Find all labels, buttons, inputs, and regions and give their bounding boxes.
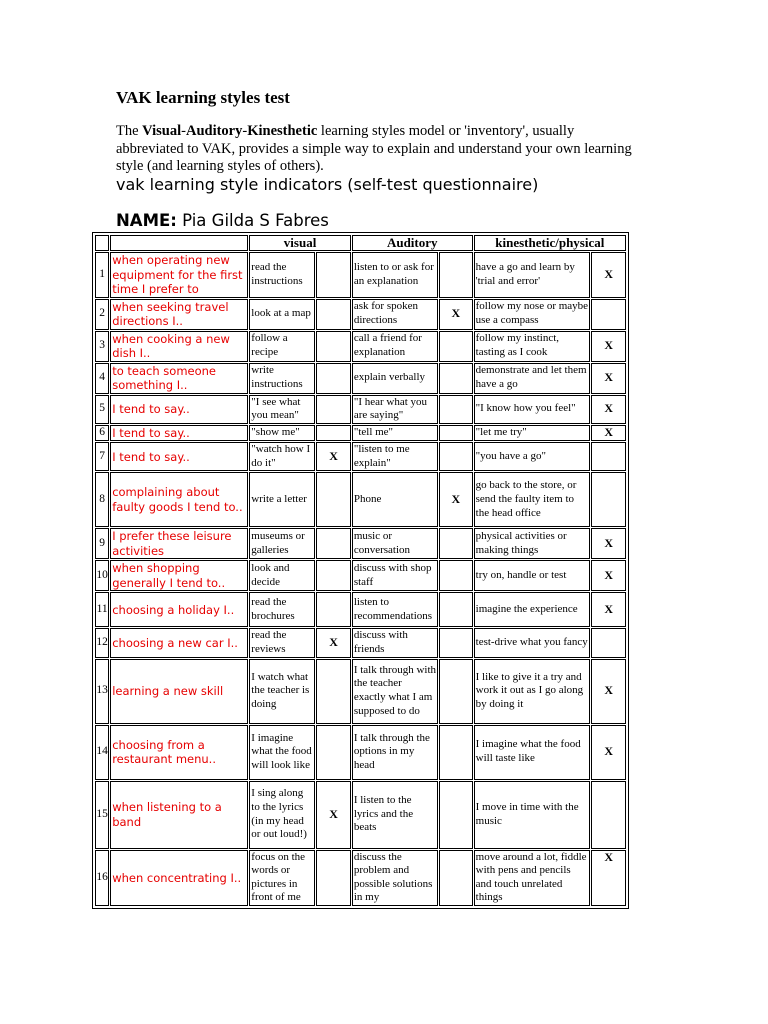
kinesthetic-mark: X [591, 425, 626, 442]
table-row [95, 528, 626, 559]
kinesthetic-option: imagine the experience [474, 592, 591, 627]
auditory-option: I talk through the options in my head [352, 725, 438, 780]
visual-mark: X [316, 442, 351, 471]
intro-bold-auditory: Auditory [185, 123, 243, 139]
document-title: VAK learning styles test [116, 88, 290, 107]
question-cell: I tend to say.. [110, 425, 248, 442]
table-header-row [95, 235, 626, 251]
question-cell: when cooking a new dish I.. [110, 331, 248, 362]
table-row [95, 592, 626, 627]
kinesthetic-mark [591, 781, 626, 849]
visual-mark [316, 725, 351, 780]
header-visual: visual [249, 235, 351, 251]
header-kinesthetic: kinesthetic/physical [474, 235, 626, 251]
kinesthetic-mark: X [591, 659, 626, 724]
row-number: 9 [95, 528, 109, 559]
visual-option: look at a map [249, 299, 315, 330]
auditory-option: Phone [352, 472, 438, 527]
row-number: 8 [95, 472, 109, 527]
visual-option: I sing along to the lyrics (in my head or out loud!) [249, 781, 315, 849]
table-row [95, 725, 626, 780]
auditory-mark [439, 425, 473, 442]
visual-option: I watch what the teacher is doing [249, 659, 315, 724]
auditory-mark [439, 628, 473, 657]
auditory-mark [439, 252, 473, 298]
kinesthetic-option: demonstrate and let them have a go [474, 363, 591, 394]
kinesthetic-mark: X [591, 725, 626, 780]
questionnaire-subtitle: vak learning style indicators (self-test questionnaire) [116, 175, 539, 194]
auditory-option: I talk through with the teacher exactly what I am supposed to do [352, 659, 438, 724]
kinesthetic-option: try on, handle or test [474, 560, 591, 591]
header-auditory: Auditory [352, 235, 473, 251]
row-number: 11 [95, 592, 109, 627]
kinesthetic-mark: X [591, 528, 626, 559]
row-number: 15 [95, 781, 109, 849]
row-number: 3 [95, 331, 109, 362]
row-number: 10 [95, 560, 109, 591]
visual-option: follow a recipe [249, 331, 315, 362]
auditory-option: discuss with friends [352, 628, 438, 657]
auditory-option: listen to or ask for an explanation [352, 252, 438, 298]
visual-mark [316, 425, 351, 442]
auditory-option: discuss the problem and possible solutions in my [352, 850, 438, 906]
visual-option: "show me" [249, 425, 315, 442]
table-row [95, 781, 626, 849]
visual-mark: X [316, 628, 351, 657]
kinesthetic-option: "let me try" [474, 425, 591, 442]
visual-option: read the reviews [249, 628, 315, 657]
table-row [95, 850, 626, 906]
intro-text: - [242, 123, 248, 139]
visual-mark [316, 395, 351, 424]
question-cell: I prefer these leisure activities [110, 528, 248, 559]
kinesthetic-option: I move in time with the music [474, 781, 591, 849]
auditory-mark [439, 781, 473, 849]
intro-text: - [181, 123, 186, 139]
row-number: 1 [95, 252, 109, 298]
table-row [95, 472, 626, 527]
visual-option: read the instructions [249, 252, 315, 298]
kinesthetic-option: follow my instinct, tasting as I cook [474, 331, 591, 362]
auditory-mark [439, 442, 473, 471]
row-number: 14 [95, 725, 109, 780]
question-cell: when listening to a band [110, 781, 248, 849]
kinesthetic-option: have a go and learn by 'trial and error' [474, 252, 591, 298]
visual-mark [316, 528, 351, 559]
name-value: Pia Gilda S Fabres [182, 211, 329, 230]
kinesthetic-mark [591, 299, 626, 330]
auditory-mark [439, 659, 473, 724]
auditory-mark [439, 592, 473, 627]
kinesthetic-option: move around a lot, fiddle with pens and pencils and touch unrelated things [474, 850, 591, 906]
auditory-option: "I hear what you are saying" [352, 395, 438, 424]
auditory-mark [439, 850, 473, 906]
auditory-option: explain verbally [352, 363, 438, 394]
visual-option: focus on the words or pictures in front of me [249, 850, 315, 906]
intro-text: The [116, 123, 143, 139]
row-number: 13 [95, 659, 109, 724]
question-cell: to teach someone something I.. [110, 363, 248, 394]
table-row [95, 628, 626, 657]
table-row [95, 331, 626, 362]
auditory-option: call a friend for explanation [352, 331, 438, 362]
visual-mark [316, 850, 351, 906]
auditory-option: I listen to the lyrics and the beats [352, 781, 438, 849]
kinesthetic-mark: X [591, 395, 626, 424]
kinesthetic-mark: X [591, 363, 626, 394]
question-cell: learning a new skill [110, 659, 248, 724]
auditory-mark [439, 331, 473, 362]
table-row [95, 395, 626, 424]
question-cell: I tend to say.. [110, 442, 248, 471]
visual-mark [316, 299, 351, 330]
kinesthetic-option: go back to the store, or send the faulty item to the head office [474, 472, 591, 527]
name-line [116, 211, 329, 230]
auditory-option: ask for spoken directions [352, 299, 438, 330]
visual-mark [316, 592, 351, 627]
kinesthetic-mark: X [591, 850, 626, 906]
auditory-mark: X [439, 299, 473, 330]
visual-option: look and decide [249, 560, 315, 591]
row-number: 12 [95, 628, 109, 657]
visual-option: write a letter [249, 472, 315, 527]
visual-mark [316, 560, 351, 591]
kinesthetic-option: "I know how you feel" [474, 395, 591, 424]
question-cell: when operating new equipment for the first time I prefer to [110, 252, 248, 298]
visual-mark [316, 252, 351, 298]
table-row [95, 659, 626, 724]
question-cell: when seeking travel directions I.. [110, 299, 248, 330]
header-question [110, 235, 248, 251]
kinesthetic-mark: X [591, 560, 626, 591]
row-number: 5 [95, 395, 109, 424]
auditory-option: "listen to me explain" [352, 442, 438, 471]
intro-text: learning styles model or 'inventory', usually abbreviated to VAK, provides a simple way to explain and understand your own learning style (and learning styles of others). [116, 123, 632, 174]
visual-option: I imagine what the food will look like [249, 725, 315, 780]
kinesthetic-mark [591, 472, 626, 527]
question-cell: choosing a holiday I.. [110, 592, 248, 627]
row-number: 7 [95, 442, 109, 471]
kinesthetic-option: follow my nose or maybe use a compass [474, 299, 591, 330]
row-number: 6 [95, 425, 109, 442]
auditory-mark [439, 725, 473, 780]
kinesthetic-mark [591, 628, 626, 657]
row-number: 4 [95, 363, 109, 394]
question-cell: choosing a new car I.. [110, 628, 248, 657]
question-cell: I tend to say.. [110, 395, 248, 424]
visual-mark [316, 363, 351, 394]
auditory-option: listen to recommendations [352, 592, 438, 627]
kinesthetic-mark [591, 442, 626, 471]
table-row [95, 299, 626, 330]
auditory-mark [439, 363, 473, 394]
auditory-option: discuss with shop staff [352, 560, 438, 591]
question-cell: choosing from a restaurant menu.. [110, 725, 248, 780]
table-row [95, 442, 626, 471]
kinesthetic-mark: X [591, 592, 626, 627]
table-row [95, 252, 626, 298]
visual-option: write instructions [249, 363, 315, 394]
table-row [95, 560, 626, 591]
kinesthetic-mark: X [591, 331, 626, 362]
auditory-mark: X [439, 472, 473, 527]
auditory-mark [439, 528, 473, 559]
visual-mark [316, 472, 351, 527]
row-number: 16 [95, 850, 109, 906]
kinesthetic-option: test-drive what you fancy [474, 628, 591, 657]
table-row [95, 425, 626, 442]
questionnaire-table-wrapper [92, 232, 629, 909]
auditory-option: "tell me" [352, 425, 438, 442]
kinesthetic-option: physical activities or making things [474, 528, 591, 559]
visual-mark [316, 659, 351, 724]
auditory-mark [439, 560, 473, 591]
visual-option: "watch how I do it" [249, 442, 315, 471]
kinesthetic-option: "you have a go" [474, 442, 591, 471]
intro-paragraph [116, 123, 636, 176]
auditory-option: music or conversation [352, 528, 438, 559]
header-num [95, 235, 109, 251]
auditory-mark [439, 395, 473, 424]
intro-bold-kinesthetic: Kinesthetic [247, 123, 318, 139]
kinesthetic-option: I imagine what the food will taste like [474, 725, 591, 780]
visual-mark [316, 331, 351, 362]
row-number: 2 [95, 299, 109, 330]
name-label: NAME: [116, 211, 177, 230]
visual-option: "I see what you mean" [249, 395, 315, 424]
intro-bold-visual: Visual [142, 123, 182, 139]
visual-option: read the brochures [249, 592, 315, 627]
kinesthetic-option: I like to give it a try and work it out as I go along by doing it [474, 659, 591, 724]
question-cell: when concentrating I.. [110, 850, 248, 906]
table-row [95, 363, 626, 394]
visual-option: museums or galleries [249, 528, 315, 559]
kinesthetic-mark: X [591, 252, 626, 298]
questionnaire-table [94, 234, 627, 907]
visual-mark: X [316, 781, 351, 849]
question-cell: complaining about faulty goods I tend to.. [110, 472, 248, 527]
question-cell: when shopping generally I tend to.. [110, 560, 248, 591]
